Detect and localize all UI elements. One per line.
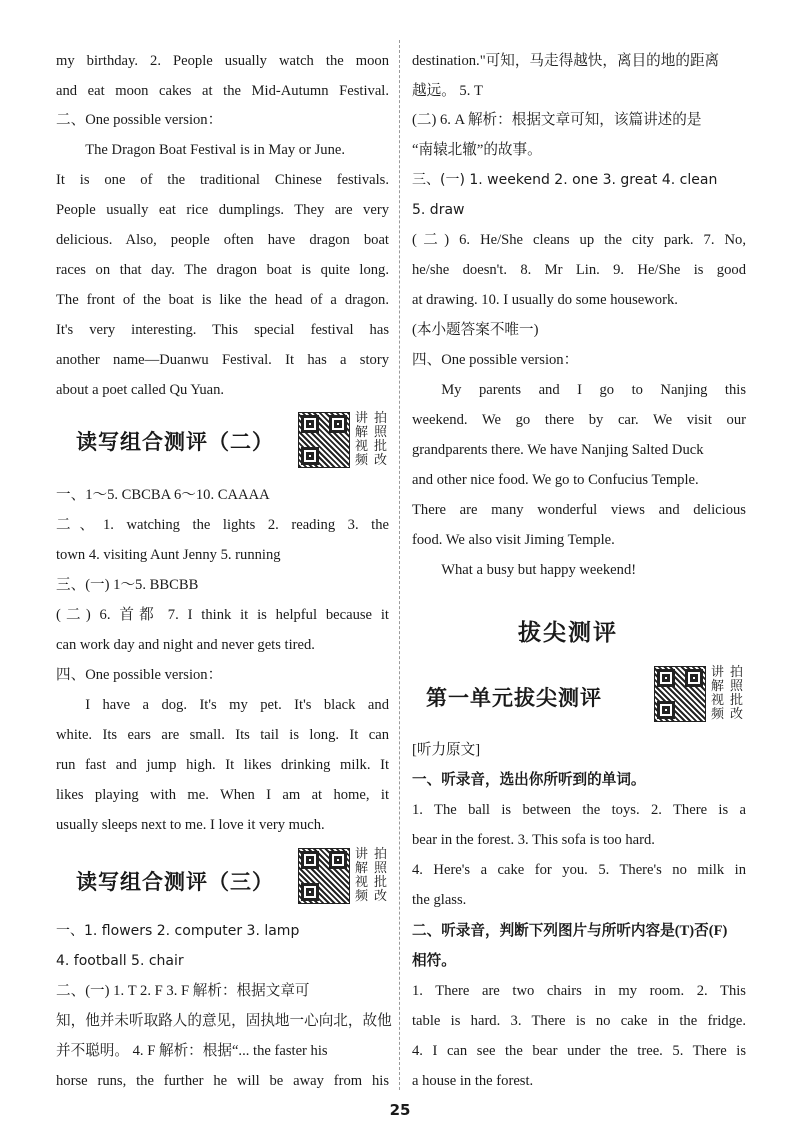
text-line: my birthday. 2. People usually watch the moon (56, 53, 389, 69)
text-line: There are many wonderful views and delicious (412, 502, 746, 518)
text-line: (二) 6. He/She cleans up the city park. 7. No, (412, 232, 746, 248)
text-line: (本小题答案不唯一) (412, 322, 539, 338)
text-line: delicious. Also, people often have dragon boat (56, 232, 389, 248)
text-line: 三、(一) 1. weekend 2. one 3. great 4. clean (412, 172, 718, 188)
text-line: 四、One possible version： (412, 352, 579, 368)
text-line: 二、听录音，判断下列图片与所听内容是(T)否(F) (412, 923, 728, 939)
text-line: What a busy but happy weekend! (441, 562, 637, 578)
text-line: white. Its ears are small. Its tail is long. It can (56, 727, 389, 743)
page-number: 25 (389, 1101, 411, 1119)
text-line: likes playing with me. When I am at home, it (56, 787, 389, 803)
text-line: 二、(一) 1. T 2. F 3. F 解析：根据文章可 (56, 983, 310, 999)
text-line: and other nice food. We go to Confucius Temple. (412, 472, 699, 488)
text-line: grandparents there. We have Nanjing Salted Duck (412, 442, 704, 458)
text-line: another name—Duanwu Festival. It has a story (56, 352, 389, 368)
text-line: 一、1. flowers 2. computer 3. lamp (56, 923, 300, 939)
text-line: 1. There are two chairs in my room. 2. This (412, 983, 746, 999)
text-line: races on that day. The dragon boat is quite long. (56, 262, 389, 278)
text-line: [听力原文] (412, 742, 481, 758)
text-line: “南辕北辙”的故事。 (412, 142, 542, 158)
text-line: 越远。 5. T (412, 83, 483, 99)
qr-code-block[interactable] (298, 848, 390, 904)
text-line: he/she doesn't. 8. Mr Lin. 9. He/She is good (412, 262, 746, 278)
text-line: 4. I can see the bear under the tree. 5. There is (412, 1043, 746, 1059)
text-line: 4. Here's a cake for you. 5. There's no milk in (412, 862, 746, 878)
text-line: table is hard. 3. There is no cake in the fridge. (412, 1013, 746, 1029)
text-line: (二) 6. 首都 7. I think it is helpful because it (56, 607, 389, 623)
text-line: usually sleeps next to me. I love it very much. (56, 817, 325, 833)
text-line: The Dragon Boat Festival is in May or June. (85, 142, 345, 158)
text-line: 1. The ball is between the toys. 2. There is a (412, 802, 746, 818)
text-line: 四、One possible version： (56, 667, 223, 683)
text-line: run fast and jump high. It likes drinking milk. It (56, 757, 389, 773)
text-line: weekend. We go there by car. We visit our (412, 412, 746, 428)
text-line: 并不聪明。 4. F 解析：根据“... the faster his (56, 1043, 328, 1059)
text-line: destination."可知，马走得越快，离目的地的距离 (412, 53, 720, 69)
text-line: food. We also visit Jiming Temple. (412, 532, 615, 548)
text-line: 4. football 5. chair (56, 953, 184, 969)
text-line: 一、1～5. CBCBA 6～10. CAAAA (56, 487, 270, 503)
qr-code-icon[interactable] (654, 666, 706, 722)
text-line: I have a dog. It's my pet. It's black and (85, 697, 389, 713)
text-line: town 4. visiting Aunt Jenny 5. running (56, 547, 281, 563)
unit-title: 第一单元拔尖测评 (426, 686, 602, 710)
text-line: a house in the forest. (412, 1073, 534, 1089)
qr-caption: 讲 解 视 频 拍 照 批 改 (710, 665, 743, 722)
text-line: 相符。 (412, 953, 456, 969)
text-line: 一、听录音，选出你所听到的单词。 (412, 772, 646, 788)
text-line: 二、1. watching the lights 2. reading 3. the (56, 517, 389, 533)
qr-caption: 讲 解 视 频 拍 照 批 改 (354, 411, 387, 468)
text-line: 知，他并未听取路人的意见，固执地一心向北，故他 (56, 1013, 392, 1029)
qr-code-block[interactable] (298, 412, 390, 468)
text-line: about a poet called Qu Yuan. (56, 382, 225, 398)
text-line: horse runs, the further he will be away from his (56, 1073, 389, 1089)
qr-code-block[interactable] (654, 666, 746, 722)
text-line: 5. draw (412, 202, 465, 218)
section-title: 读写组合测评（三） (76, 870, 274, 894)
text-line: bear in the forest. 3. This sofa is too hard. (412, 832, 655, 848)
text-line: can work day and night and never gets tired. (56, 637, 315, 653)
text-line: People usually eat rice dumplings. They are very (56, 202, 389, 218)
text-line: It's very interesting. This special festival has (56, 322, 389, 338)
text-line: The front of the boat is like the head of a dragon. (56, 292, 389, 308)
qr-caption: 讲 解 视 频 拍 照 批 改 (354, 847, 387, 904)
text-line: My parents and I go to Nanjing this (441, 382, 746, 398)
text-line: the glass. (412, 892, 467, 908)
main-section-title: 拔尖测评 (518, 620, 618, 646)
qr-code-icon[interactable] (298, 848, 350, 904)
text-line: at drawing. 10. I usually do some housework. (412, 292, 678, 308)
qr-code-icon[interactable] (298, 412, 350, 468)
section-title: 读写组合测评（二） (76, 430, 274, 454)
column-divider (399, 40, 400, 1090)
text-line: 三、(一) 1～5. BBCBB (56, 577, 199, 593)
text-line: (二) 6. A 解析：根据文章可知，该篇讲述的是 (412, 112, 702, 128)
text-line: and eat moon cakes at the Mid-Autumn Festival. (56, 83, 389, 99)
text-line: 二、One possible version： (56, 112, 223, 128)
text-line: It is one of the traditional Chinese festivals. (56, 172, 389, 188)
